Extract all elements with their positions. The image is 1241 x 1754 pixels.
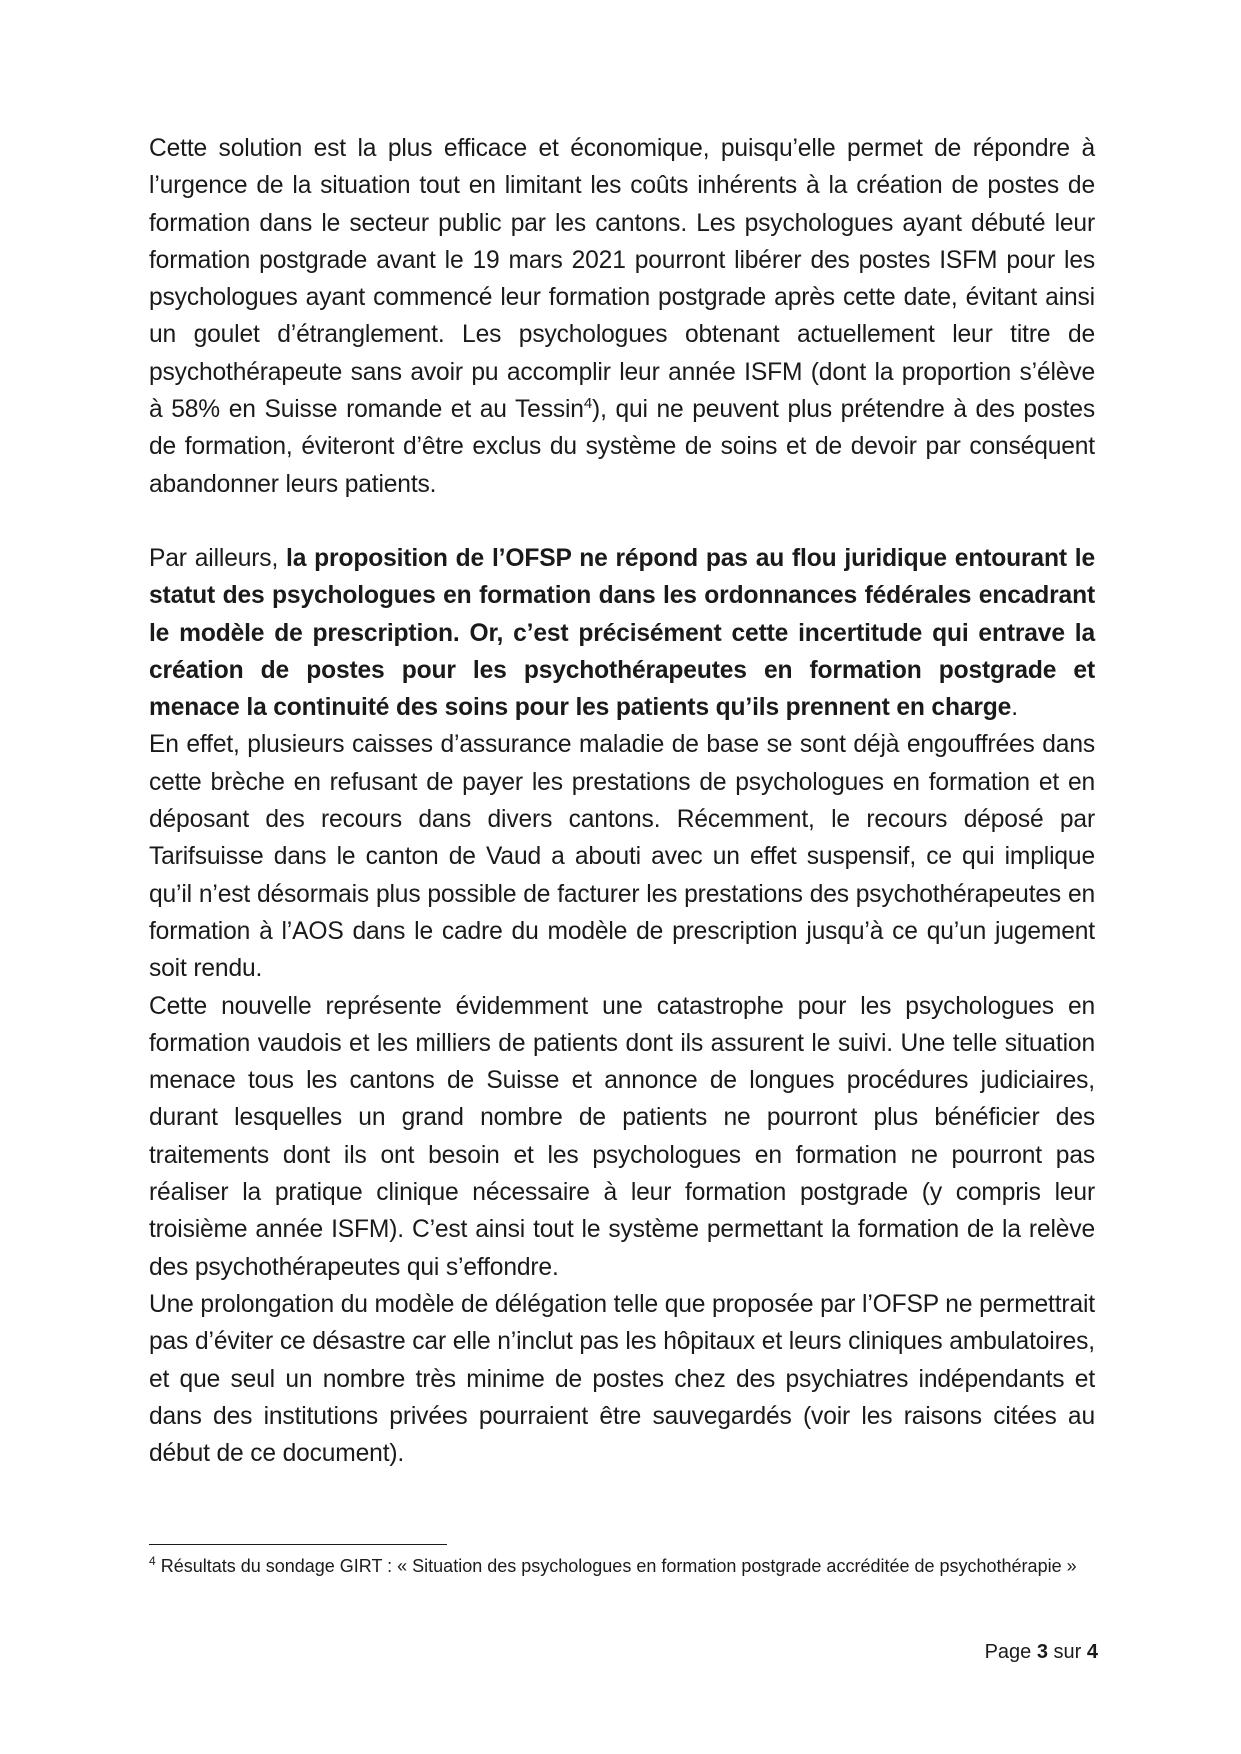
page-number-separator: sur <box>1047 1641 1087 1663</box>
paragraph-ofsp-end: . <box>1011 694 1018 722</box>
paragraph-ofsp-intro: Par ailleurs, <box>149 544 287 572</box>
paragraph-ofsp-emphasis: la proposition de l’OFSP ne répond pas au flou juridique entourant le statut des psychologues en formation dans les ordonnances fédérales encadrant le modèle de prescription. Or, c’est précisément cette incertitude qui entrave la création de postes pour les psychothérapeutes en formation postgrade et menace la continuité des soins pour les patients qu’ils prennent en charge <box>149 544 1095 722</box>
paragraph-solution <box>149 130 1095 503</box>
paragraph-ofsp-proposal <box>149 540 1095 726</box>
footnote-number: 4 <box>149 1554 156 1568</box>
page-number <box>985 1640 1098 1664</box>
paragraph-insurers: En effet, plusieurs caisses d’assurance maladie de base se sont déjà engouffrées dans cette brèche en refusant de payer les prestations de psychologues en formation et en déposant des recours dans divers cantons. Récemment, le recours déposé par Tarifsuisse dans le canton de Vaud a abouti avec un effet suspensif, ce qui implique qu’il n’est désormais plus possible de facturer les prestations des psychothérapeutes en formation à l’AOS dans le cadre du modèle de prescription jusqu’à ce qu’un jugement soit rendu. <box>149 731 1095 983</box>
paragraph-catastrophe: Cette nouvelle représente évidemment une catastrophe pour les psychologues en formation vaudois et les milliers de patients dont ils assurent le suivi. Une telle situation menace tous les cantons de Suisse et annonce de longues procédures judiciaires, durant lesquelles un grand nombre de patients ne pourront plus bénéficier des traitements dont ils ont besoin et les psychologues en formation ne pourront pas réaliser la pratique clinique nécessaire à leur formation postgrade (y compris leur troisième année ISFM). C’est ainsi tout le système permettant la formation de la relève des psychothérapeutes qui s’effondre. <box>149 992 1095 1281</box>
page-body <box>149 130 1095 1472</box>
paragraph-solution-tail: ), qui ne peuvent plus prétendre à des postes de formation, éviteront d’être exclus du système de soins et de devoir par conséquent abandonner leurs patients. <box>149 396 1095 498</box>
page-number-prefix: Page <box>984 1641 1037 1663</box>
footnote-text: Résultats du sondage GIRT : « Situation des psychologues en formation postgrade accréditée de psychothérapie » <box>155 1556 1077 1576</box>
footnote <box>149 1554 1095 1578</box>
footnote-reference[interactable]: 4 <box>583 394 593 412</box>
paragraph-solution-text: Cette solution est la plus efficace et économique, puisqu’elle permet de répondre à l’urgence de la situation tout en limitant les coûts inhérents à la création de postes de formation dans le secteur public par les cantons. Les psychologues ayant débuté leur formation postgrade avant le 19 mars 2021 pourront libérer des postes ISFM pour les psychologues ayant commencé leur formation postgrade après cette date, évitant ainsi un goulet d’étranglement. Les psychologues obtenant actuellement leur titre de psychothérapeute sans avoir pu accomplir leur année ISFM (dont la proportion s’élève à 58% en Suisse romande et au Tessin <box>149 135 1095 424</box>
footnote-separator <box>149 1544 447 1545</box>
paragraph-delegation: Une prolongation du modèle de délégation telle que proposée par l’OFSP ne permettrait pas d’éviter ce désastre car elle n’inclut pas les hôpitaux et leurs cliniques ambulatoires, et que seul un nombre très minime de postes chez des psychiatres indépendants et dans des institutions privées pourraient être sauvegardés (voir les raisons citées au début de ce document). <box>149 1290 1095 1468</box>
page-number-total: 4 <box>1086 1641 1098 1663</box>
page-number-current: 3 <box>1036 1641 1048 1663</box>
